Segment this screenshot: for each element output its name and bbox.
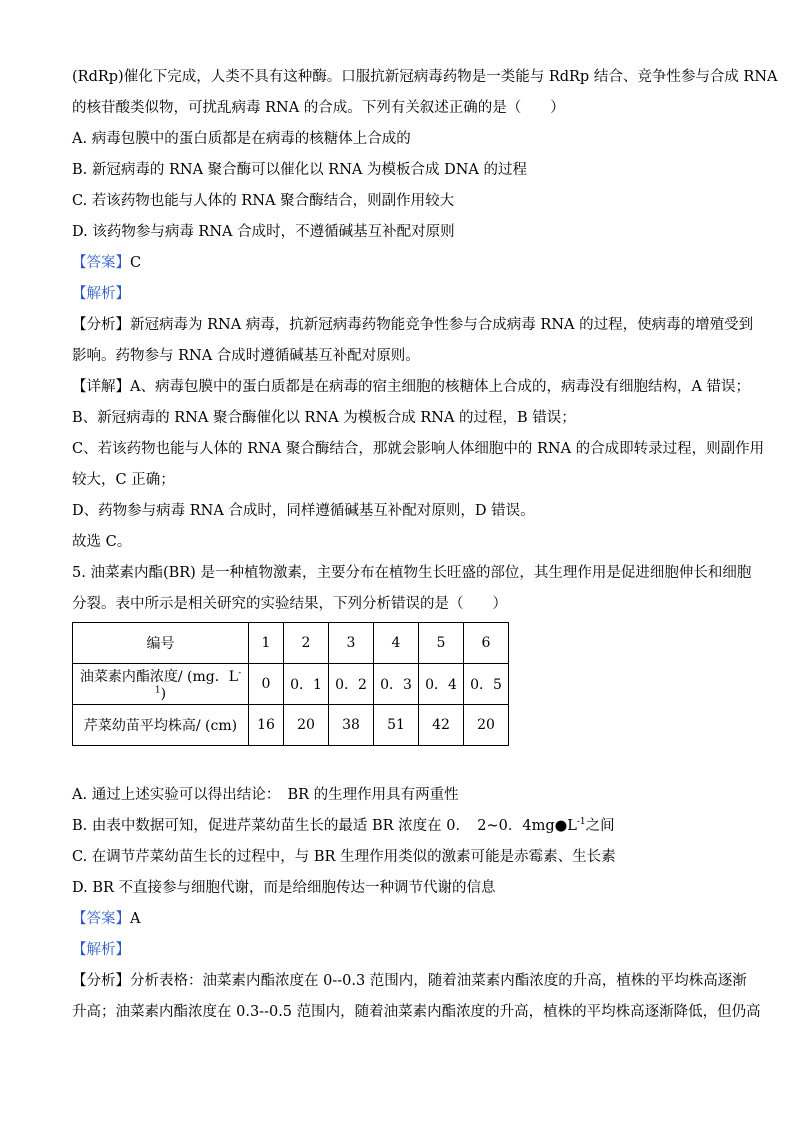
table-cell: 0．2 xyxy=(329,664,374,705)
analysis-tag: 【解析】 xyxy=(72,286,130,302)
q4-analysis-heading xyxy=(72,279,722,310)
q4-stem-line-1: (RdRp)催化下完成，人类不具有这种酶。口服抗新冠病毒药物是一类能与 RdRp 结合、竞争性参与合成 RNA xyxy=(72,69,778,85)
q4-xiangjie-line-5: D、药物参与病毒 RNA 合成时，同样遵循碱基互补配对原则，D 错误。 xyxy=(72,503,535,519)
table-cell: 5 xyxy=(419,623,464,664)
q4-option-d: D. 该药物参与病毒 RNA 合成时，不遵循碱基互补配对原则 xyxy=(72,224,455,240)
table-cell: 1 xyxy=(249,623,284,664)
table-row xyxy=(73,705,509,746)
table-row xyxy=(73,664,509,705)
table-cell: 42 xyxy=(419,705,464,746)
q5-answer xyxy=(72,904,722,935)
q4-conclusion: 故选 C。 xyxy=(72,534,132,550)
q5-analysis-heading xyxy=(72,935,722,966)
xiangjie-text: A、病毒包膜中的蛋白质都是在病毒的宿主细胞的核糖体上合成的，病毒没有细胞结构，A 错误； xyxy=(130,379,751,395)
table-cell: 3 xyxy=(329,623,374,664)
q4-stem-line-2: 的核苷酸类似物，可扰乱病毒 RNA 的合成。下列有关叙述正确的是（ ） xyxy=(72,100,565,116)
table-cell: 51 xyxy=(374,705,419,746)
q5-fenxi-line-2: 升高；油菜素内酯浓度在 0.3--0.5 范围内，随着油菜素内酯浓度的升高，植株的平均株高逐渐降低，但仍高 xyxy=(72,1004,761,1020)
q5-option-a: A. 通过上述实验可以得出结论： BR 的生理作用具有两重性 xyxy=(72,787,459,803)
answer-tag: 【答案】 xyxy=(72,911,130,927)
q5-fenxi-line-1 xyxy=(72,966,747,997)
xiangjie-tag: 【详解】 xyxy=(72,379,130,395)
fenxi-tag: 【分析】 xyxy=(72,317,130,333)
q4-xiangjie-line-4: 较大，C 正确； xyxy=(72,472,175,488)
option-b-text: B. 由表中数据可知，促进芹菜幼苗生长的最适 BR 浓度在 0． 2~0．4mg●L xyxy=(72,818,577,834)
table-cell: 0．5 xyxy=(464,664,509,705)
q5-option-c: C. 在调节芹菜幼苗生长的过程中，与 BR 生理作用类似的激素可能是赤霉素、生长素 xyxy=(72,849,616,865)
conc-label-text: 油菜素内酯浓度/ (mg．L xyxy=(79,669,239,685)
table-cell: 6 xyxy=(464,623,509,664)
table-conc-label xyxy=(73,664,249,705)
option-b-tail: 之间 xyxy=(585,818,615,834)
answer-value: A xyxy=(130,911,141,927)
q4-xiangjie-line-3: C、若该药物也能与人体的 RNA 聚合酶结合，那就会影响人体细胞中的 RNA 的合成即转录过程，则副作用 xyxy=(72,441,765,457)
table-cell: 20 xyxy=(464,705,509,746)
conc-label-close: ) xyxy=(160,686,167,702)
table-cell: 0 xyxy=(249,664,284,705)
q5-option-b xyxy=(72,811,722,842)
table-cell: 2 xyxy=(284,623,329,664)
table-cell: 0．4 xyxy=(419,664,464,705)
table-cell: 16 xyxy=(249,705,284,746)
option-b-sup: -1 xyxy=(576,817,586,828)
experiment-table xyxy=(72,622,509,746)
q4-option-b: B. 新冠病毒的 RNA 聚合酶可以催化以 RNA 为模板合成 DNA 的过程 xyxy=(72,162,527,178)
q5-stem-line-2: 分裂。表中所示是相关研究的实验结果，下列分析错误的是（ ） xyxy=(72,596,507,612)
table-cell: 4 xyxy=(374,623,419,664)
fenxi-text: 新冠病毒为 RNA 病毒，抗新冠病毒药物能竞争性参与合成病毒 RNA 的过程，使病毒的增殖受到 xyxy=(130,317,754,333)
table-cell: 38 xyxy=(329,705,374,746)
fenxi-tag: 【分析】 xyxy=(72,973,130,989)
fenxi-text: 分析表格：油菜素内酯浓度在 0--0.3 范围内，随着油菜素内酯浓度的升高，植株的平均株高逐渐 xyxy=(130,973,747,989)
q4-xiangjie-line-2: B、新冠病毒的 RNA 聚合酶催化以 RNA 为模板合成 RNA 的过程，B 错误； xyxy=(72,410,576,426)
q4-answer xyxy=(72,248,722,279)
q4-fenxi-line-1 xyxy=(72,310,754,341)
table-row xyxy=(73,623,509,664)
q4-xiangjie-line-1 xyxy=(72,372,751,403)
q4-option-c: C. 若该药物也能与人体的 RNA 聚合酶结合，则副作用较大 xyxy=(72,193,455,209)
q4-option-a: A. 病毒包膜中的蛋白质都是在病毒的核糖体上合成的 xyxy=(72,131,411,147)
analysis-tag: 【解析】 xyxy=(72,942,130,958)
table-cell: 0．1 xyxy=(284,664,329,705)
table-height-label: 芹菜幼苗平均株高/ (cm) xyxy=(73,705,249,746)
table-header-label: 编号 xyxy=(73,623,249,664)
q5-stem-line-1: 5. 油菜素内酯(BR) 是一种植物激素，主要分布在植物生长旺盛的部位，其生理作用是促进细胞伸长和细胞 xyxy=(72,565,752,581)
document-page xyxy=(72,62,778,1028)
answer-value: C xyxy=(130,255,142,271)
answer-tag: 【答案】 xyxy=(72,255,130,271)
table-cell: 0．3 xyxy=(374,664,419,705)
table-cell: 20 xyxy=(284,705,329,746)
q5-option-d: D. BR 不直接参与细胞代谢，而是给细胞传达一种调节代谢的信息 xyxy=(72,880,496,896)
q4-fenxi-line-2: 影响。药物参与 RNA 合成时遵循碱基互补配对原则。 xyxy=(72,348,420,364)
conc-label-sup: -1 xyxy=(154,668,242,696)
